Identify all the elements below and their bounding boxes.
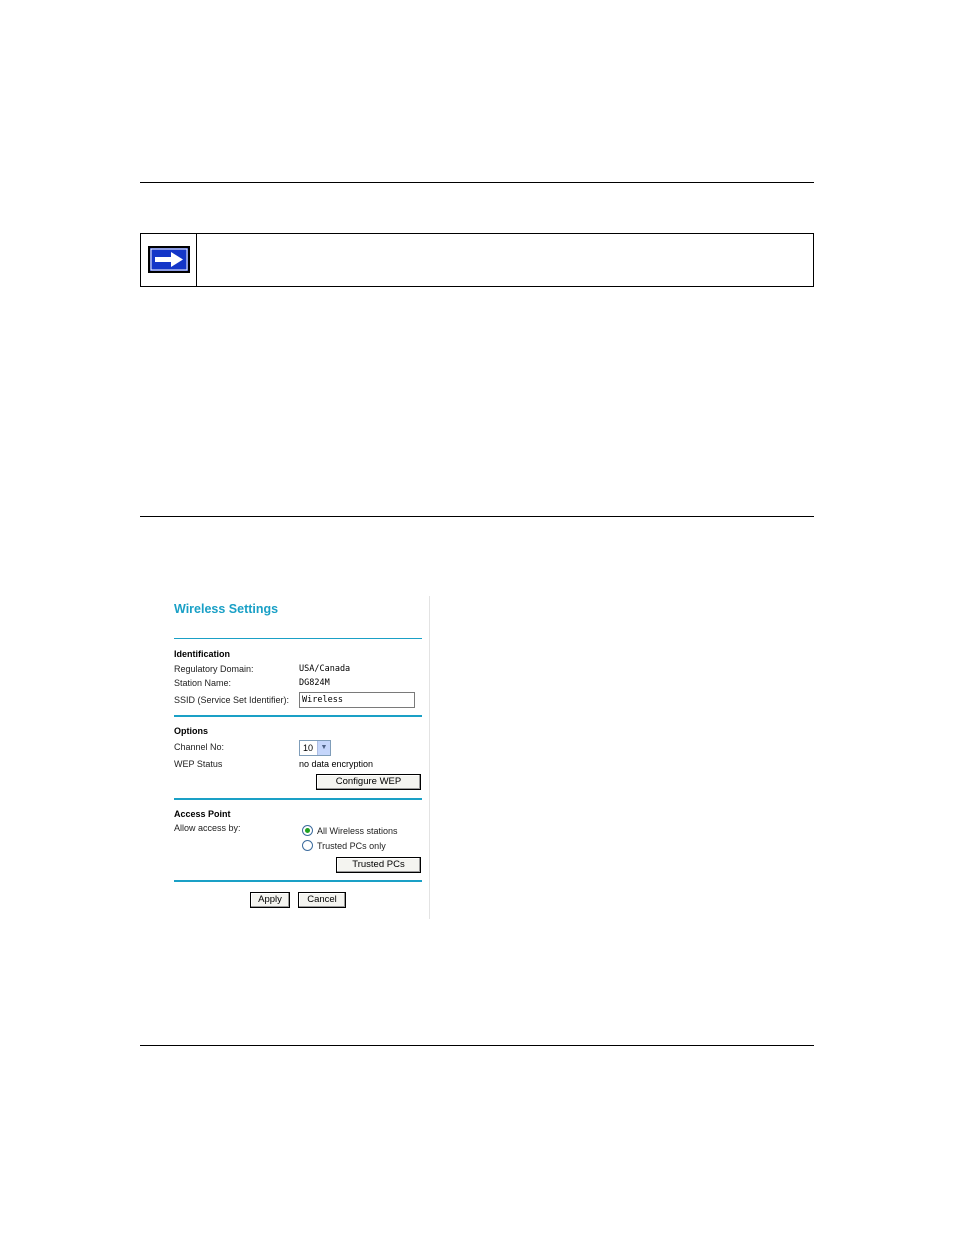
options-heading: Options [174,726,208,736]
ssid-label: SSID (Service Set Identifier): [174,695,290,705]
apply-button[interactable]: Apply [250,892,290,908]
wep-status-label: WEP Status [174,759,223,769]
arrow-right-icon [148,246,190,273]
bottom-rule [140,1045,814,1046]
divider [174,880,422,882]
access-point-heading: Access Point [174,809,231,819]
identification-heading: Identification [174,649,230,659]
radio-trusted-pcs[interactable] [302,840,313,851]
radio-all-wireless-label[interactable]: All Wireless stations [317,826,398,836]
channel-select-value: 10 [303,743,314,753]
cancel-button[interactable]: Cancel [298,892,346,908]
station-name-label: Station Name: [174,678,232,688]
divider [174,638,422,639]
divider [174,715,422,717]
radio-trusted-pcs-label[interactable]: Trusted PCs only [317,841,386,851]
panel-divider [429,596,430,919]
wep-status-value: no data encryption [299,759,374,769]
channel-label: Channel No: [174,742,225,752]
ssid-input[interactable]: Wireless [299,692,415,708]
trusted-pcs-button[interactable]: Trusted PCs [336,857,421,873]
radio-selected-dot [305,828,310,833]
note-icon-cell [141,234,197,286]
chevron-down-icon[interactable]: ▼ [317,741,330,755]
channel-select[interactable] [299,740,331,756]
configure-wep-button[interactable]: Configure WEP [316,774,421,790]
radio-all-wireless[interactable] [302,825,313,836]
regulatory-domain-value: USA/Canada [299,664,351,674]
divider [174,798,422,800]
allow-access-label: Allow access by: [174,823,241,833]
section-rule [140,516,814,517]
regulatory-domain-label: Regulatory Domain: [174,664,254,674]
page-title: Wireless Settings [174,602,279,616]
station-name-value: DG824M [299,678,330,688]
note-box [140,233,814,287]
top-rule [140,182,814,183]
wireless-settings-panel [174,596,430,921]
